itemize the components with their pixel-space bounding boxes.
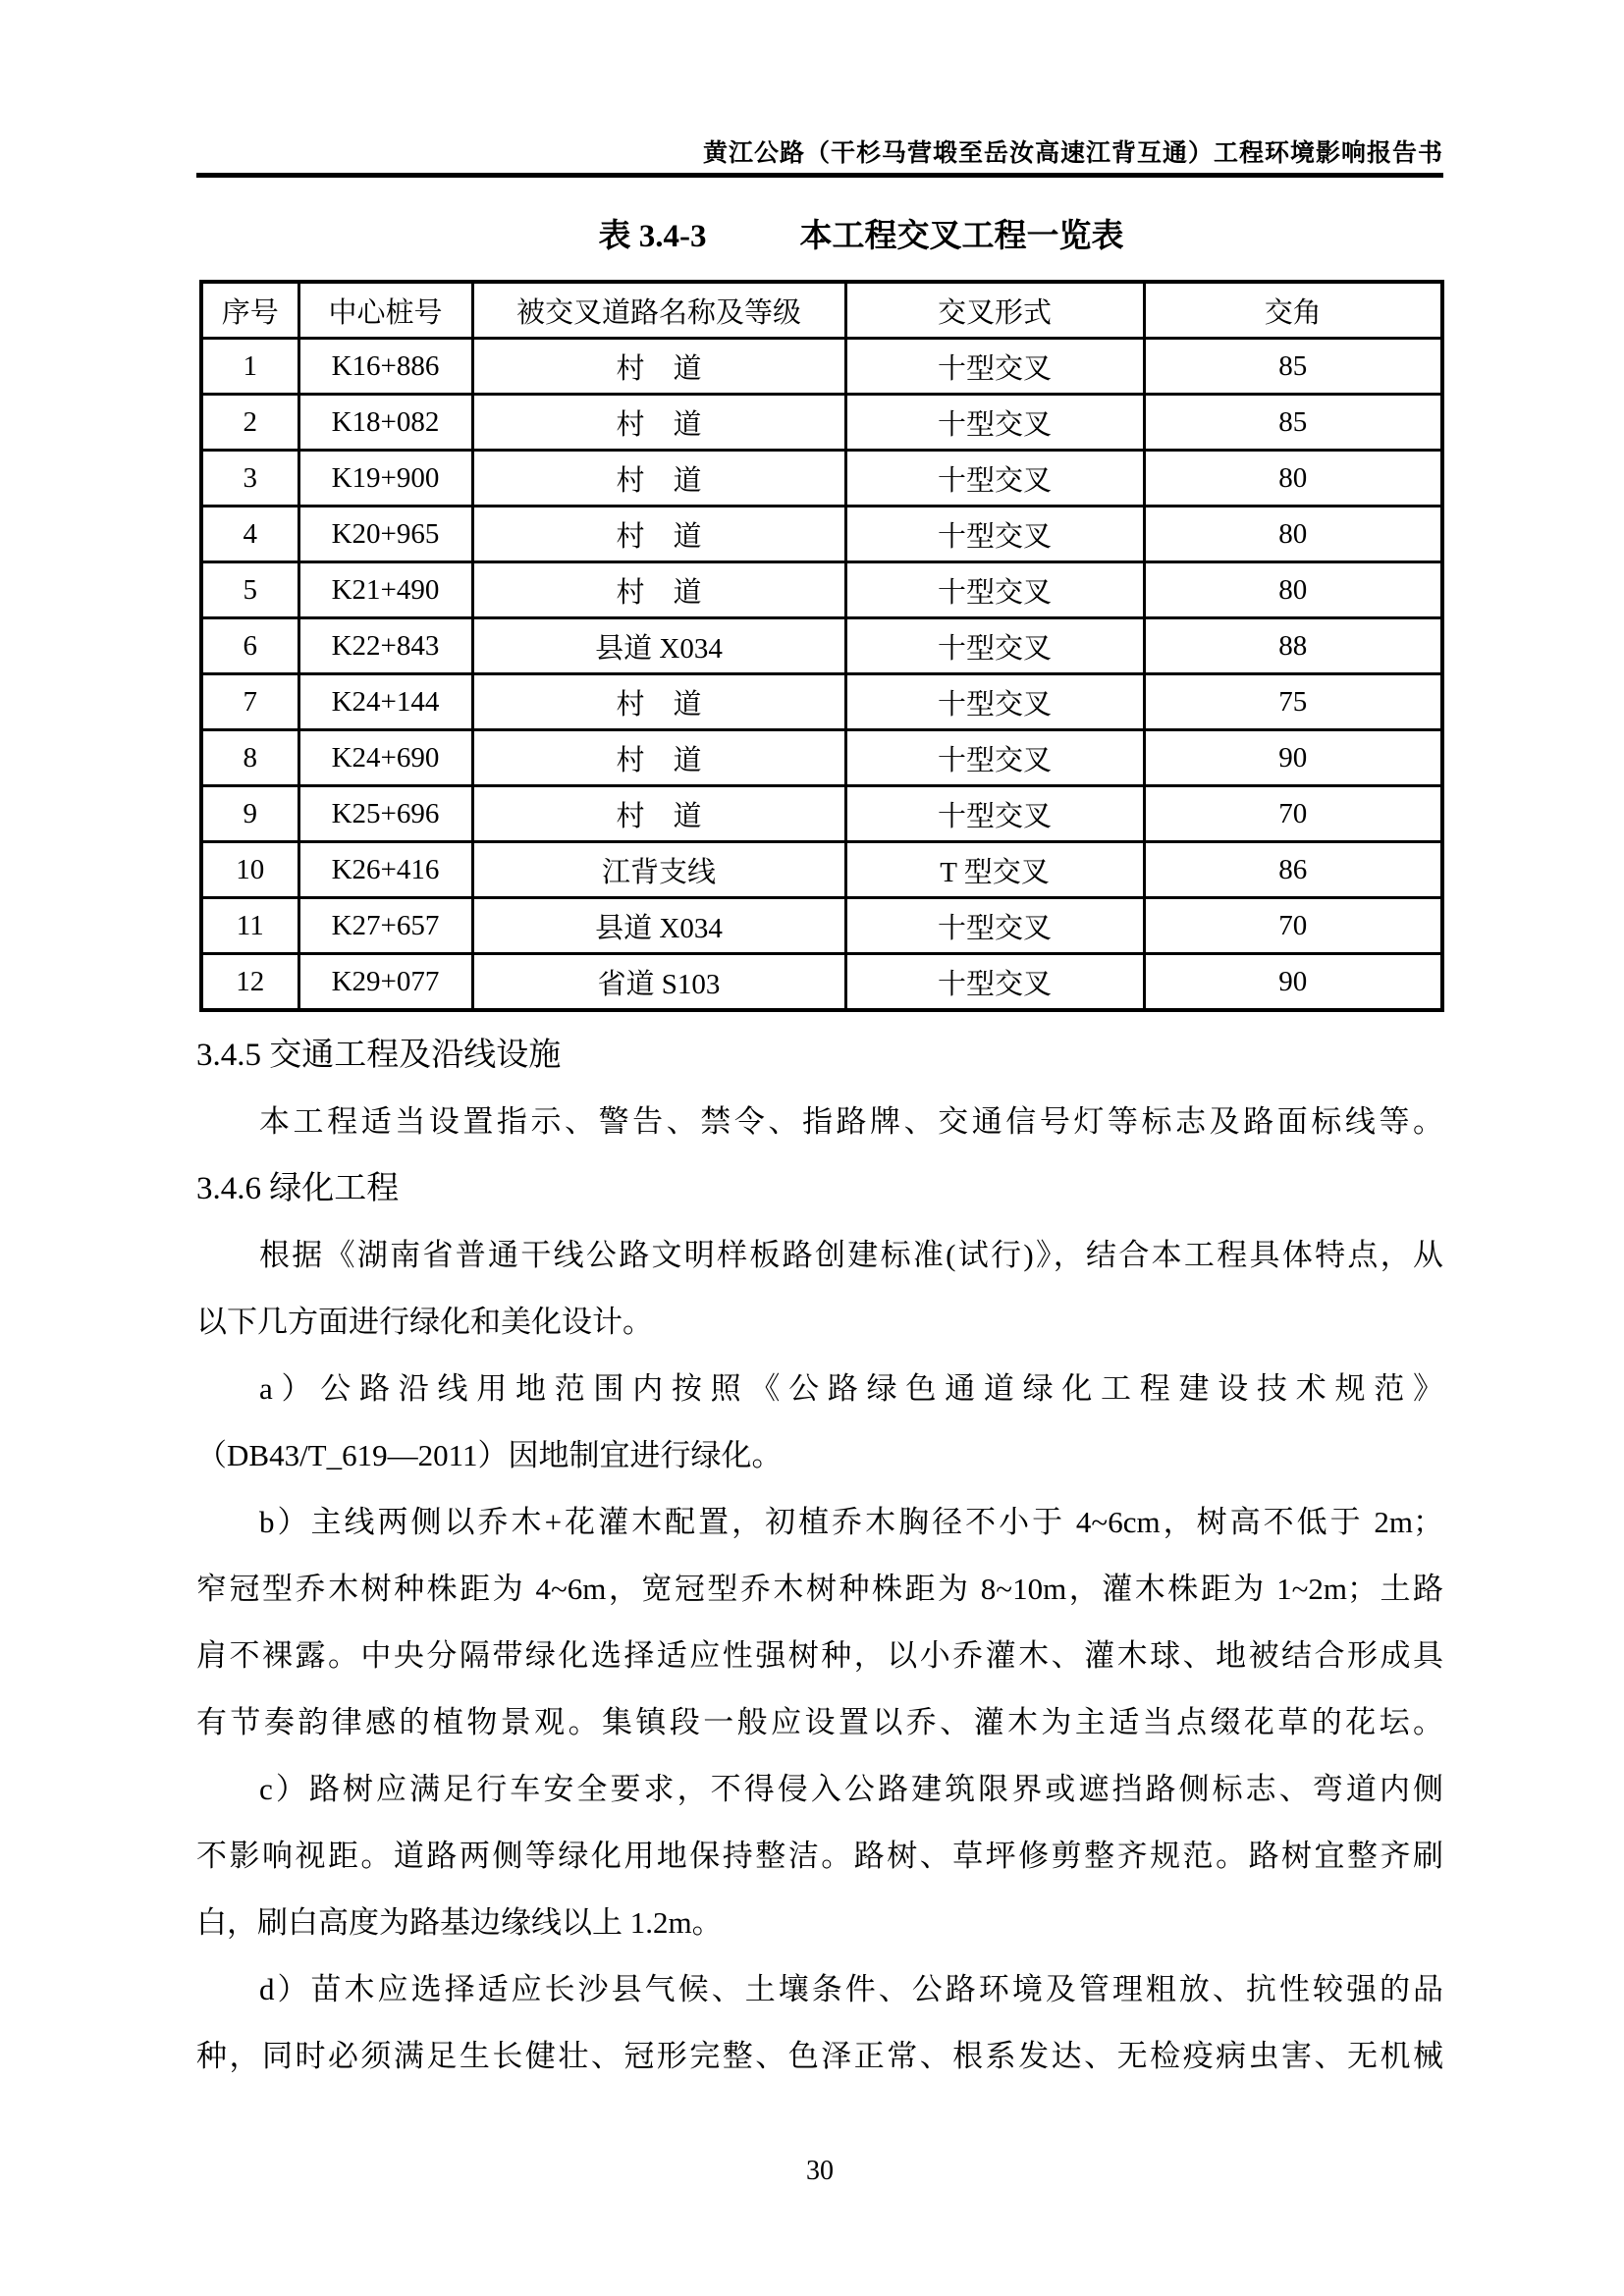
table-cell: K21+490 bbox=[298, 562, 472, 618]
table-cell: 村 道 bbox=[472, 507, 845, 562]
section-heading: 3.4.6 绿化工程 bbox=[196, 1171, 400, 1206]
table-cell: 1 bbox=[201, 339, 298, 395]
table-header-cell: 被交叉道路名称及等级 bbox=[472, 282, 845, 339]
page-number: 30 bbox=[806, 2156, 834, 2186]
body-line: d）苗木应选择适应长沙县气候、土壤条件、公路环境及管理粗放、抗性较强的品 bbox=[259, 1972, 1443, 2006]
table-cell: 村 道 bbox=[472, 339, 845, 395]
body-line: 种，同时必须满足生长健壮、冠形完整、色泽正常、根系发达、无检疫病虫害、无机械 bbox=[196, 2039, 1443, 2073]
body-line: 以下几方面进行绿化和美化设计。 bbox=[196, 1305, 653, 1339]
table-cell: 85 bbox=[1144, 339, 1442, 395]
table-cell: K25+696 bbox=[298, 786, 472, 842]
crossings-table bbox=[199, 280, 1444, 1012]
table-cell: 十型交叉 bbox=[845, 451, 1144, 507]
table-cell: 2 bbox=[201, 395, 298, 451]
table-cell: 8 bbox=[201, 730, 298, 786]
table-cell: 70 bbox=[1144, 786, 1442, 842]
table-cell: 村 道 bbox=[472, 674, 845, 730]
table-row bbox=[201, 618, 1442, 674]
table-row bbox=[201, 898, 1442, 954]
table-cell: 村 道 bbox=[472, 451, 845, 507]
table-cell: K19+900 bbox=[298, 451, 472, 507]
table-cell: 村 道 bbox=[472, 730, 845, 786]
table-cell: K18+082 bbox=[298, 395, 472, 451]
table-cell: 80 bbox=[1144, 507, 1442, 562]
table-cell: K24+144 bbox=[298, 674, 472, 730]
table-body bbox=[201, 339, 1442, 1011]
table-cell: 村 道 bbox=[472, 562, 845, 618]
table-cell: 85 bbox=[1144, 395, 1442, 451]
table-cell: 80 bbox=[1144, 451, 1442, 507]
table-cell: 3 bbox=[201, 451, 298, 507]
table-cell: 省道 S103 bbox=[472, 954, 845, 1011]
body-text bbox=[196, 1022, 1443, 2090]
table-cell: 十型交叉 bbox=[845, 618, 1144, 674]
table-header-cell: 交叉形式 bbox=[845, 282, 1144, 339]
table-cell: 90 bbox=[1144, 954, 1442, 1011]
table-cell: 十型交叉 bbox=[845, 507, 1144, 562]
table-cell: 11 bbox=[201, 898, 298, 954]
table-row bbox=[201, 730, 1442, 786]
table-cell: K27+657 bbox=[298, 898, 472, 954]
table-cell: 十型交叉 bbox=[845, 898, 1144, 954]
table-cell: 75 bbox=[1144, 674, 1442, 730]
table-cell: 县道 X034 bbox=[472, 898, 845, 954]
table-caption bbox=[238, 210, 1485, 256]
table-cell: K26+416 bbox=[298, 842, 472, 898]
table-row bbox=[201, 507, 1442, 562]
table-cell: 4 bbox=[201, 507, 298, 562]
body-line: 不影响视距。道路两侧等绿化用地保持整洁。路树、草坪修剪整齐规范。路树宜整齐刷 bbox=[196, 1839, 1443, 1873]
table-cell: 80 bbox=[1144, 562, 1442, 618]
table-cell: 江背支线 bbox=[472, 842, 845, 898]
table-row bbox=[201, 786, 1442, 842]
table-row bbox=[201, 674, 1442, 730]
table-cell: 10 bbox=[201, 842, 298, 898]
table-row bbox=[201, 562, 1442, 618]
table-cell: 十型交叉 bbox=[845, 562, 1144, 618]
body-line: 有节奏韵律感的植物景观。集镇段一般应设置以乔、灌木为主适当点缀花草的花坛。 bbox=[196, 1705, 1443, 1739]
table-cell: 5 bbox=[201, 562, 298, 618]
table-cell: K29+077 bbox=[298, 954, 472, 1011]
section-heading: 3.4.5 交通工程及沿线设施 bbox=[196, 1038, 562, 1073]
table-cell: 村 道 bbox=[472, 786, 845, 842]
body-line: （DB43/T_619—2011）因地制宜进行绿化。 bbox=[196, 1438, 783, 1472]
table-header-cell: 中心桩号 bbox=[298, 282, 472, 339]
table-cell: K16+886 bbox=[298, 339, 472, 395]
table-cell: 90 bbox=[1144, 730, 1442, 786]
table-cell: 十型交叉 bbox=[845, 954, 1144, 1011]
body-line: 本工程适当设置指示、警告、禁令、指路牌、交通信号灯等标志及路面标线等。 bbox=[259, 1104, 1443, 1139]
table-row bbox=[201, 842, 1442, 898]
table-cell: 十型交叉 bbox=[845, 395, 1144, 451]
table-cell: 村 道 bbox=[472, 395, 845, 451]
body-line: a）公路沿线用地范围内按照《公路绿色通道绿化工程建设技术规范》 bbox=[259, 1371, 1443, 1406]
table-cell: 9 bbox=[201, 786, 298, 842]
table-row bbox=[201, 954, 1442, 1011]
table-caption-label: 表 3.4-3 bbox=[598, 219, 707, 254]
table-cell: 十型交叉 bbox=[845, 674, 1144, 730]
table-row bbox=[201, 451, 1442, 507]
table-cell: 7 bbox=[201, 674, 298, 730]
table-cell: 6 bbox=[201, 618, 298, 674]
table-cell: 70 bbox=[1144, 898, 1442, 954]
table-cell: T 型交叉 bbox=[845, 842, 1144, 898]
body-line: b）主线两侧以乔木+花灌木配置，初植乔木胸径不小于 4~6cm，树高不低于 2m； bbox=[259, 1505, 1443, 1539]
table-header-cell: 序号 bbox=[201, 282, 298, 339]
table-cell: 86 bbox=[1144, 842, 1442, 898]
table-header-cell: 交角 bbox=[1144, 282, 1442, 339]
body-line: 肩不裸露。中央分隔带绿化选择适应性强树种，以小乔灌木、灌木球、地被结合形成具 bbox=[196, 1638, 1443, 1673]
table-cell: 88 bbox=[1144, 618, 1442, 674]
table-row bbox=[201, 395, 1442, 451]
table-cell: K24+690 bbox=[298, 730, 472, 786]
page-header: 黄江公路（干杉马营塅至岳汝高速江背互通）工程环境影响报告书 bbox=[702, 140, 1443, 167]
table-header-row bbox=[201, 282, 1442, 339]
table-cell: 县道 X034 bbox=[472, 618, 845, 674]
body-line: c）路树应满足行车安全要求，不得侵入公路建筑限界或遮挡路侧标志、弯道内侧 bbox=[259, 1772, 1443, 1806]
body-line: 根据《湖南省普通干线公路文明样板路创建标准(试行)》，结合本工程具体特点，从 bbox=[259, 1238, 1443, 1272]
table-cell: 十型交叉 bbox=[845, 339, 1144, 395]
table-cell: 十型交叉 bbox=[845, 786, 1144, 842]
body-line: 窄冠型乔木树种株距为 4~6m，宽冠型乔木树种株距为 8~10m，灌木株距为 1~2m；土路 bbox=[196, 1572, 1443, 1606]
table-cell: 12 bbox=[201, 954, 298, 1011]
body-line: 白，刷白高度为路基边缘线以上 1.2m。 bbox=[196, 1905, 723, 1940]
table-row bbox=[201, 339, 1442, 395]
table-cell: K22+843 bbox=[298, 618, 472, 674]
table-cell: K20+965 bbox=[298, 507, 472, 562]
table-caption-title: 本工程交叉工程一览表 bbox=[799, 219, 1124, 254]
table-cell: 十型交叉 bbox=[845, 730, 1144, 786]
header-rule bbox=[196, 173, 1443, 178]
